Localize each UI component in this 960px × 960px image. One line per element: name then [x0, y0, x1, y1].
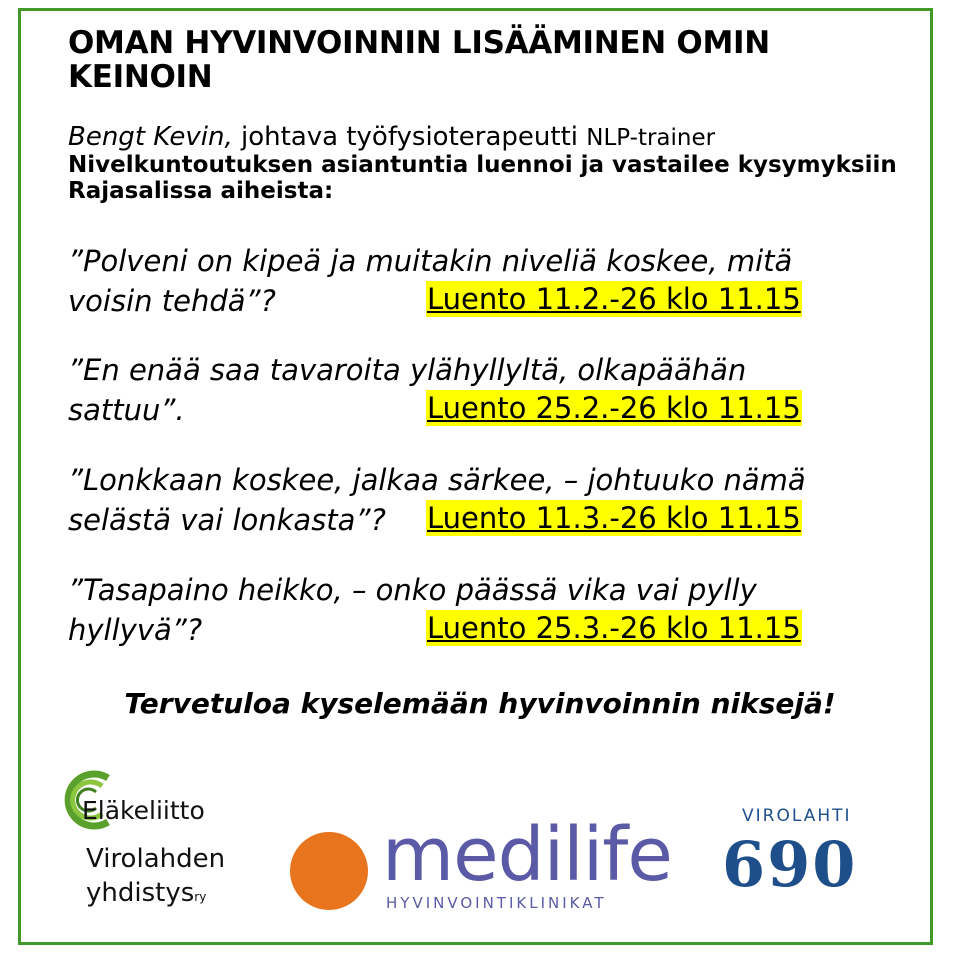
association-line1: Virolahden	[86, 844, 226, 874]
lecture-date: Luento 25.3.-26 klo 11.15	[427, 611, 801, 645]
virolahti-number: 690	[722, 828, 858, 901]
lecture-question-line2: selästä vai lonkasta”?	[68, 503, 386, 537]
lecture-date: Luento 25.2.-26 klo 11.15	[427, 391, 801, 425]
welcome-text: Tervetuloa kyselemään hyvinvoinnin niksejä!	[124, 687, 836, 720]
lecture-item	[68, 241, 868, 321]
lecture-date: Luento 11.2.-26 klo 11.15	[427, 282, 801, 316]
elakeliitto-logo	[56, 770, 276, 920]
medilife-wordmark	[382, 812, 672, 898]
elakeliitto-association	[86, 842, 225, 914]
lecture-item	[68, 460, 868, 540]
lecture-question-line1: ”Polveni on kipeä ja muitakin niveliä koskee, mitä	[68, 244, 793, 278]
lecture-question-line2: voisin tehdä”?	[68, 284, 276, 318]
lecture-date: Luento 11.3.-26 klo 11.15	[427, 501, 801, 535]
elakeliitto-brand: Eläkeliitto	[82, 796, 205, 825]
lecture-question-line1: ”Lonkkaan koskee, jalkaa särkee, – johtuuko nämä	[68, 463, 806, 497]
poster-title: OMAN HYVINVOINNIN LISÄÄMINEN OMIN KEINOIN	[68, 25, 770, 95]
medilife-word-a: medi	[382, 812, 564, 898]
speaker-role: johtava työfysioterapeutti	[241, 122, 578, 152]
lecture-question-line1: ”Tasapaino heikko, – onko päässä vika vai pylly	[68, 573, 757, 607]
lecture-question-line2: hyllyvä”?	[68, 613, 203, 647]
medilife-subtitle: HYVINVOINTIKLINIKAT	[386, 894, 607, 912]
intro-text: Nivelkuntoutuksen asiantuntia luennoi ja vastailee kysymyksiin Rajasalissa aiheista:	[68, 152, 897, 204]
virolahti-logo	[722, 806, 892, 916]
lecture-question-line2: sattuu”.	[68, 393, 185, 427]
association-name: yhdistys	[86, 878, 195, 908]
medilife-circle-icon	[290, 832, 368, 910]
speaker-line	[68, 122, 908, 153]
medilife-logo	[290, 812, 690, 916]
speaker-role-secondary: NLP-trainer	[586, 125, 716, 151]
speaker-name: Bengt Kevin,	[68, 122, 233, 152]
association-line2	[86, 876, 225, 914]
medilife-word-b: life	[563, 812, 672, 898]
lecture-item	[68, 570, 868, 650]
association-suffix: ry	[194, 890, 207, 904]
lecture-question-line1: ”En enää saa tavaroita ylähyllyltä, olkapäähän	[68, 353, 747, 387]
virolahti-place: VIROLAHTI	[742, 806, 852, 826]
lecture-item	[68, 350, 868, 430]
